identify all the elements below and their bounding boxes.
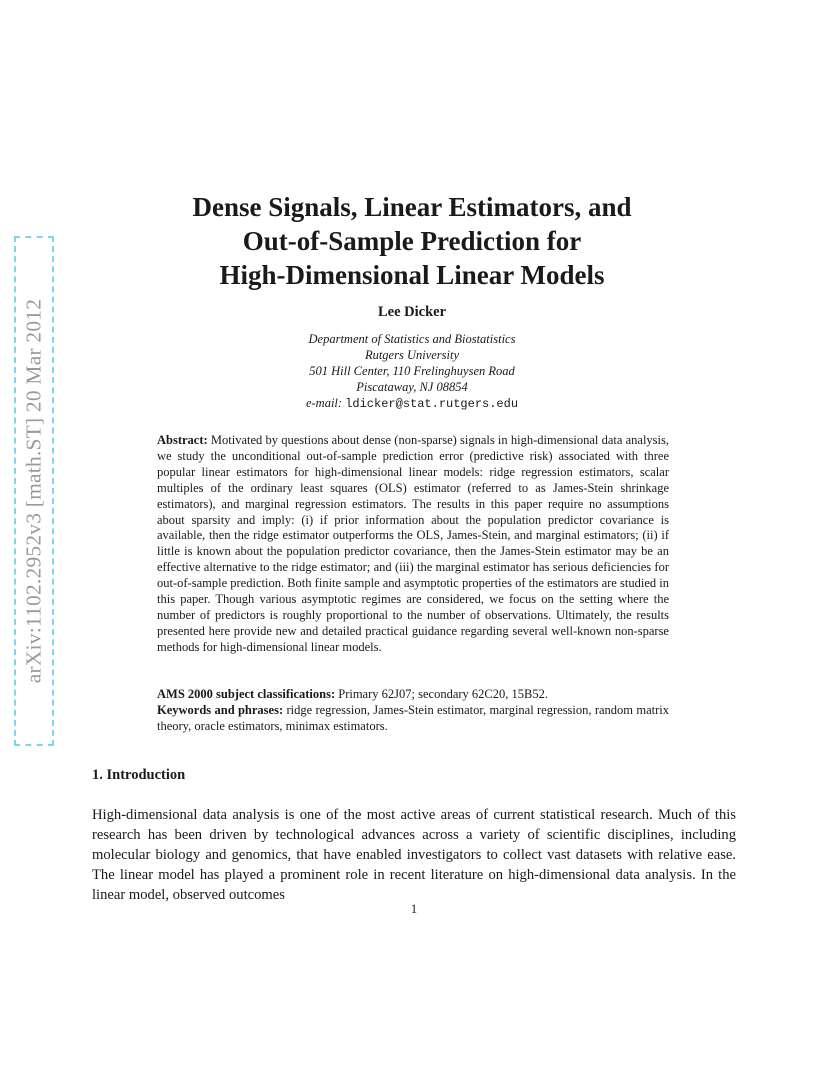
affiliation-city: Piscataway, NJ 08854 xyxy=(356,380,468,394)
arxiv-stamp xyxy=(14,236,54,746)
ams-text: Primary 62J07; secondary 62C20, 15B52. xyxy=(338,687,548,701)
ams-label: AMS 2000 subject classifications: xyxy=(157,687,336,701)
arxiv-id: arXiv:1102.2952v3 [math.ST] 20 Mar 2012 xyxy=(21,298,46,684)
title-line-3: High-Dimensional Linear Models xyxy=(219,260,605,290)
abstract-text: Motivated by questions about dense (non-sparse) signals in high-dimensional data analysis, we study the unconditional out-of-sample prediction error (predictive risk) associated with three popular linear estimators for high-dimensional linear models: ridge regression estimators, scalar multiples of the ordinary least squares (OLS) estimator (referred to as James-Stein shrinkage estimators), and marginal regression estimators. The results in this paper require no assumptions about sparsity and imply: (i) if prior information about the population predictor covariance is available, then the ridge estimator outperforms the OLS, James-Stein, and marginal estimators; (ii) if little is known about the population predictor covariance, then the James-Stein estimator may be an effective alternative to the ridge estimator; and (iii) the marginal estimator has serious deficiencies for out-of-sample prediction. Both finite sample and asymptotic properties of the estimators are studied in this paper. Though various asymptotic regimes are considered, we focus on the setting where the number of predictors is roughly proportional to the number of observations. Ultimately, the results presented here provide new and detailed practical guidance regarding several well-known non-sparse methods for high-dimensional linear models. xyxy=(157,433,669,654)
section-heading: 1. Introduction xyxy=(92,767,186,783)
affiliation-street: 501 Hill Center, 110 Frelinghuysen Road xyxy=(309,364,515,378)
abstract xyxy=(157,433,669,656)
section-paragraph: High-dimensional data analysis is one of the most active areas of current statistical research. Much of this research has been driven by technological advances across a variety of scientific disciplines, including molecular biology and genomics, that have enabled investigators to collect vast datasets with relative ease. The linear model has played a prominent role in recent literature on high-dimensional data analysis. In the linear model, observed outcomes xyxy=(92,807,736,903)
keywords-text: ridge regression, James-Stein estimator, marginal regression, random matrix theory, oracle estimators, minimax estimators. xyxy=(157,702,669,733)
affiliation-university: Rutgers University xyxy=(364,348,460,362)
affiliation xyxy=(100,331,724,412)
affiliation-department: Department of Statistics and Biostatistics xyxy=(308,332,516,346)
keywords-label: Keywords and phrases: xyxy=(157,702,284,717)
title-line-1: Dense Signals, Linear Estimators, and xyxy=(192,192,632,222)
paper-title xyxy=(100,190,724,292)
email-address[interactable]: ldicker@stat.rutgers.edu xyxy=(345,397,519,411)
title-line-2: Out-of-Sample Prediction for xyxy=(242,226,582,256)
email-label: e-mail: xyxy=(305,396,343,410)
author-name: Lee Dicker xyxy=(377,304,447,320)
keywords xyxy=(157,703,669,735)
paper-metadata xyxy=(157,687,669,735)
abstract-label: Abstract: xyxy=(157,433,208,447)
ams-classification xyxy=(157,687,669,703)
page-number: 1 xyxy=(410,902,418,916)
affiliation-email-line xyxy=(100,395,724,412)
